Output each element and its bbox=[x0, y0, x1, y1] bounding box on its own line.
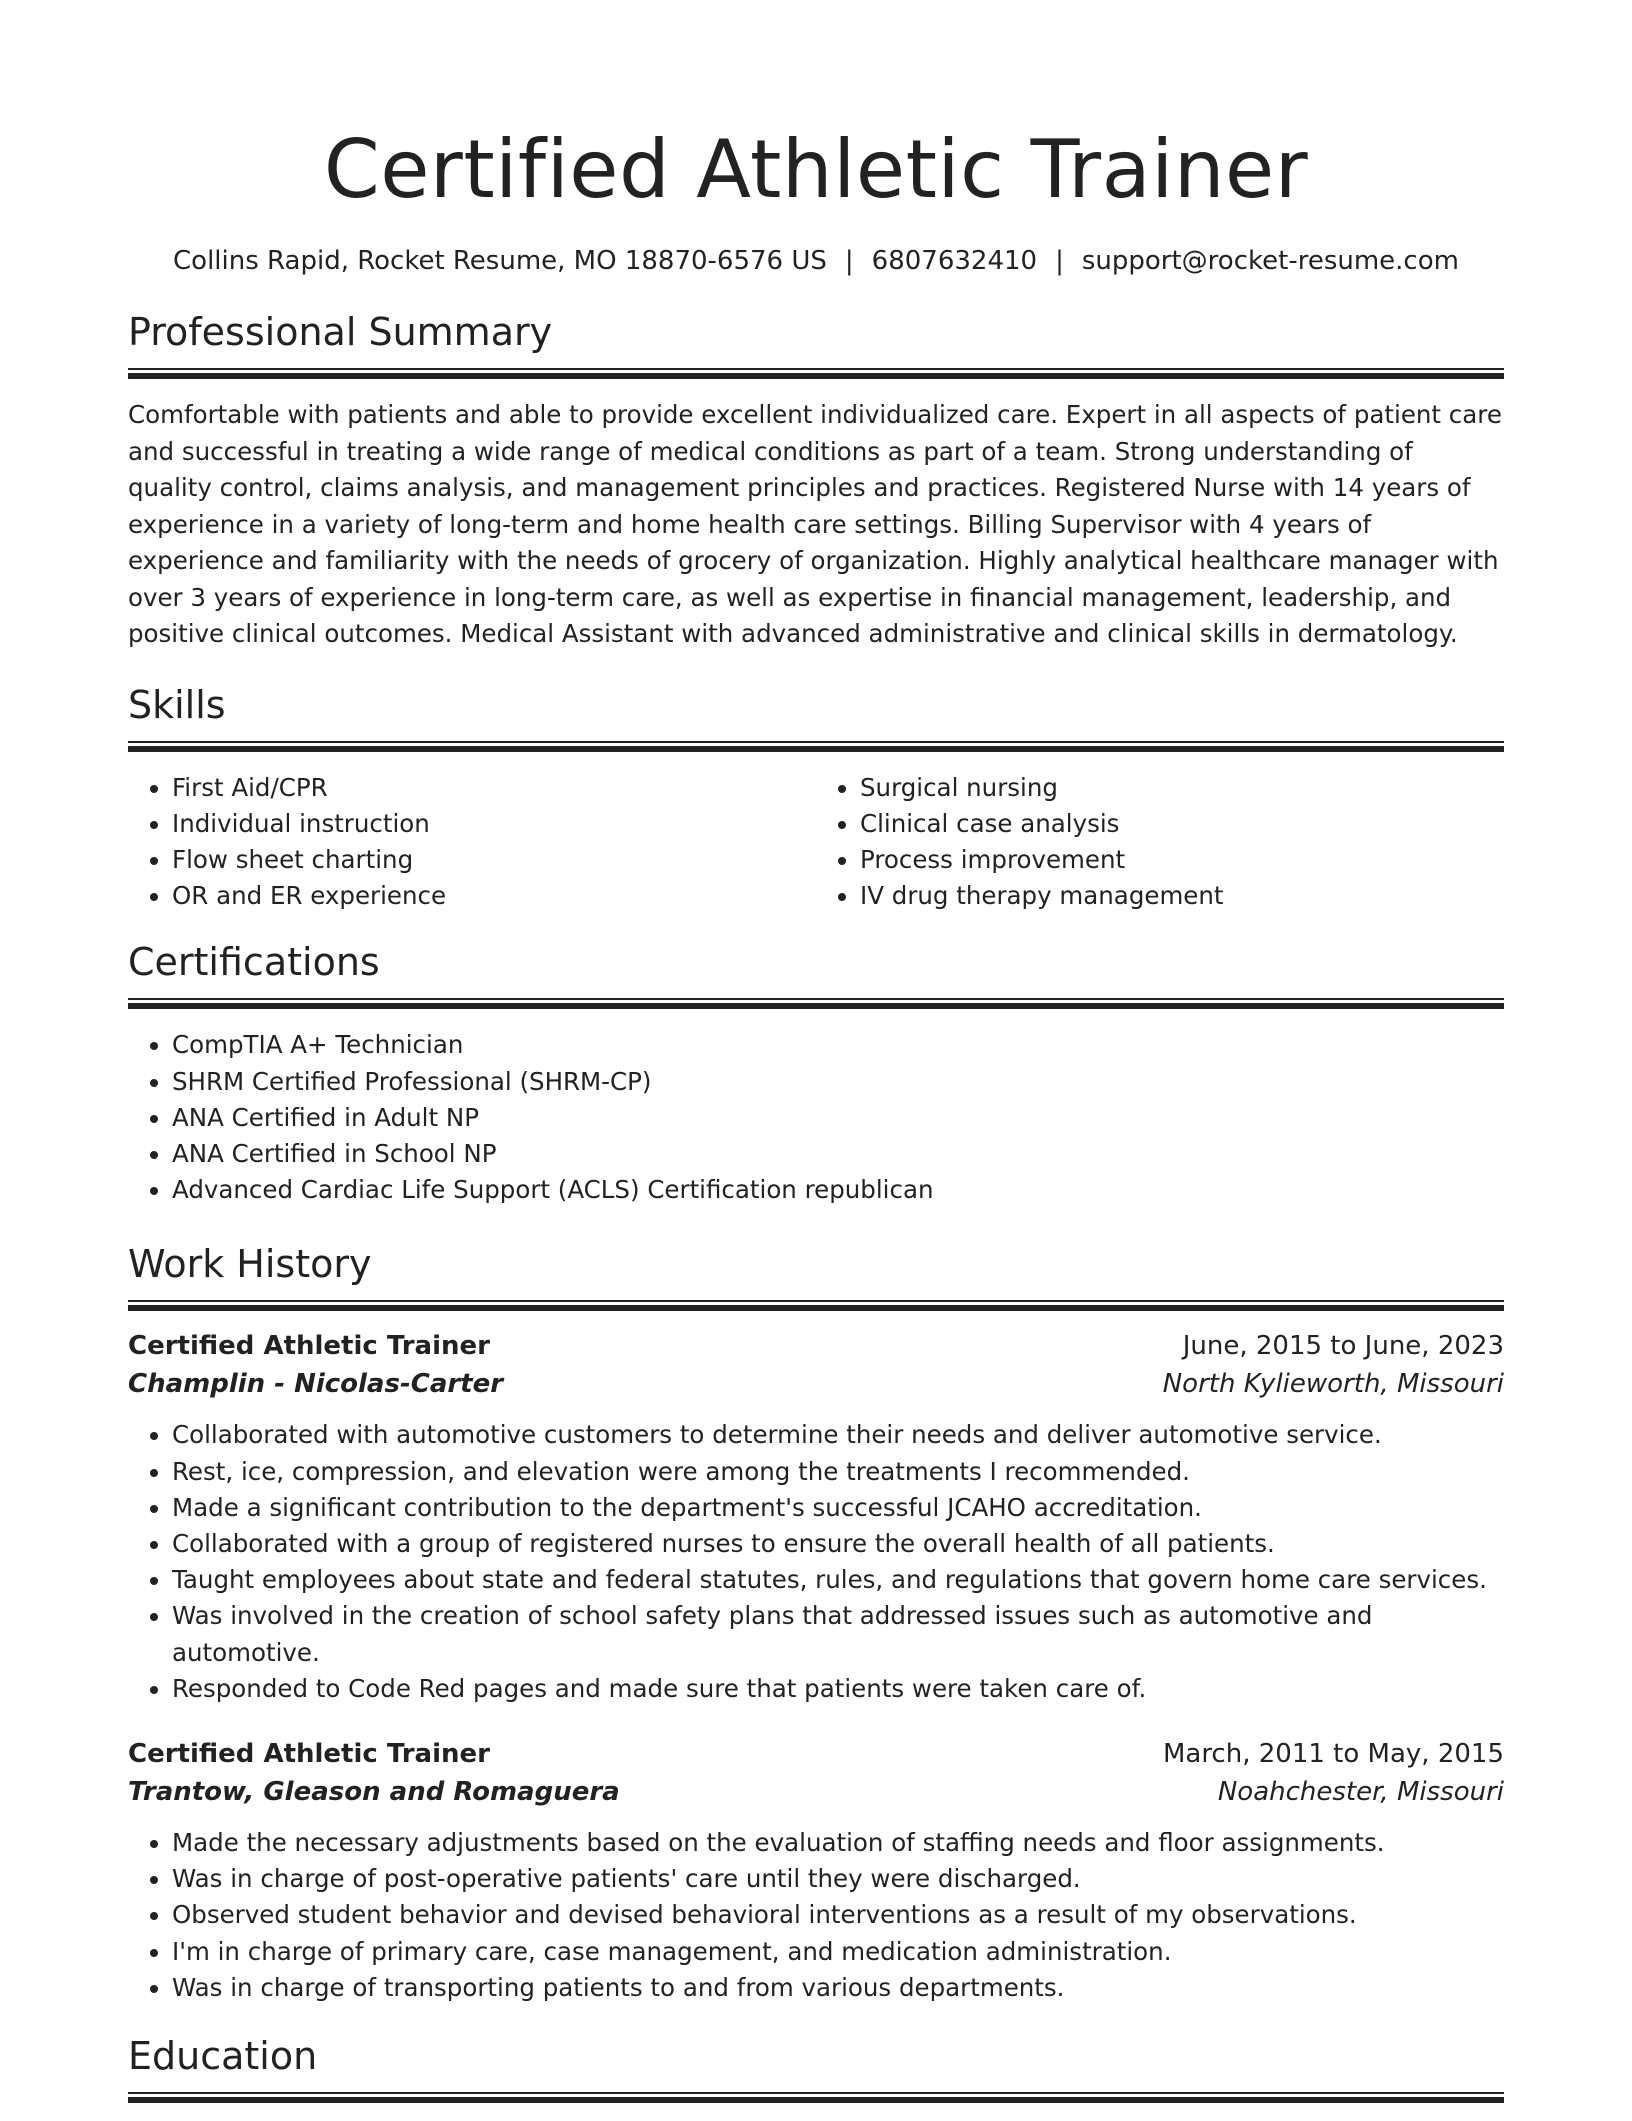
contact-address: Collins Rapid, Rocket Resume, MO 18870-6576 US bbox=[173, 246, 827, 276]
skills-list-right bbox=[816, 770, 1504, 915]
skill-item: • IV drug therapy management bbox=[860, 878, 1504, 914]
job-location: North Kylieworth, Missouri bbox=[1162, 1369, 1504, 1400]
job-company: Trantow, Gleason and Romaguera bbox=[128, 1776, 620, 1807]
job-bullets bbox=[128, 1825, 1504, 2006]
certification-item: • ANA Certified in Adult NP bbox=[172, 1100, 1504, 1136]
certifications-list bbox=[128, 1027, 1504, 1208]
section-title-work-history: Work History bbox=[128, 1242, 372, 1287]
job-bullet: • Taught employees about state and federal statutes, rules, and regulations that govern home care services. bbox=[172, 1562, 1504, 1598]
contact-separator: | bbox=[1055, 246, 1064, 276]
job-bullet: • Made a significant contribution to the department's successful JCAHO accreditation. bbox=[172, 1490, 1504, 1526]
contact-email: support@rocket-resume.com bbox=[1081, 246, 1459, 276]
job-subheader bbox=[128, 1773, 1504, 1811]
section-divider bbox=[128, 741, 1504, 752]
job-bullet: • Was in charge of transporting patients to and from various departments. bbox=[172, 1970, 1504, 2006]
certification-item: • Advanced Cardiac Life Support (ACLS) Certification republican bbox=[172, 1172, 1504, 1208]
job-header bbox=[128, 1735, 1504, 1773]
section-title-education: Education bbox=[128, 2033, 318, 2078]
job-bullet: • Made the necessary adjustments based on the evaluation of staffing needs and floor assignments. bbox=[172, 1825, 1504, 1861]
job-bullet: • Was in charge of post-operative patients' care until they were discharged. bbox=[172, 1861, 1504, 1897]
skill-item: • First Aid/CPR bbox=[172, 770, 816, 806]
section-title-certifications: Certifications bbox=[128, 940, 380, 985]
summary-section bbox=[128, 308, 1504, 653]
contact-phone: 6807632410 bbox=[871, 246, 1038, 276]
skill-item: • Clinical case analysis bbox=[860, 806, 1504, 842]
skills-section bbox=[128, 681, 1504, 915]
skill-item: • OR and ER experience bbox=[172, 878, 816, 914]
certifications-section bbox=[128, 938, 1504, 1208]
certification-item: • SHRM Certified Professional (SHRM-CP) bbox=[172, 1064, 1504, 1100]
job-company: Champlin - Nicolas-Carter bbox=[128, 1369, 504, 1400]
job-subheader bbox=[128, 1365, 1504, 1403]
job-bullet: • Was involved in the creation of school safety plans that addressed issues such as automotive and automotive. bbox=[172, 1598, 1504, 1670]
skill-item: • Individual instruction bbox=[172, 806, 816, 842]
resume-name: Certified Athletic Trainer bbox=[323, 123, 1309, 216]
job-bullet: • Responded to Code Red pages and made sure that patients were taken care of. bbox=[172, 1671, 1504, 1707]
job-bullets bbox=[128, 1417, 1504, 1707]
resume-page bbox=[128, 0, 1504, 2121]
section-divider bbox=[128, 998, 1504, 1009]
section-divider bbox=[128, 368, 1504, 379]
contact-separator: | bbox=[844, 246, 854, 276]
job-bullet: • I'm in charge of primary care, case management, and medication administration. bbox=[172, 1934, 1504, 1970]
section-divider bbox=[128, 1300, 1504, 1311]
certification-item: • CompTIA A+ Technician bbox=[172, 1027, 1504, 1063]
skills-list-left bbox=[128, 770, 816, 915]
job-bullet: • Collaborated with automotive customers to determine their needs and deliver automotive service. bbox=[172, 1417, 1504, 1453]
job-title: Certified Athletic Trainer bbox=[128, 1738, 490, 1769]
certification-item: • ANA Certified in School NP bbox=[172, 1136, 1504, 1172]
section-title-summary: Professional Summary bbox=[128, 310, 553, 354]
skill-item: • Flow sheet charting bbox=[172, 842, 816, 878]
skills-grid bbox=[128, 770, 1504, 915]
education-section bbox=[128, 2032, 1504, 2103]
job-entry bbox=[128, 1735, 1504, 2006]
job-location: Noahchester, Missouri bbox=[1217, 1776, 1504, 1807]
summary-text: Comfortable with patients and able to provide excellent individualized care. Expert in all aspects of patient care and successful in treating a wide range of medical conditions as part of a team. Strong understanding of quality control, claims analysis, and management principles and practices. Registered Nurse with 14 years of experience in a variety of long-term and home health care settings. Billing Supervisor with 4 years of experience and familiarity with the needs of grocery of organization. Highly analytical healthcare manager with over 3 years of experience in long-term care, as well as expertise in financial management, leadership, and positive clinical outcomes. Medical Assistant with advanced administrative and clinical skills in dermatology. bbox=[128, 400, 1502, 648]
work-history-section bbox=[128, 1240, 1504, 2006]
job-dates: June, 2015 to June, 2023 bbox=[1182, 1331, 1504, 1362]
section-divider bbox=[128, 2092, 1504, 2103]
contact-line bbox=[128, 244, 1504, 278]
job-header bbox=[128, 1327, 1504, 1365]
skill-item: • Surgical nursing bbox=[860, 770, 1504, 806]
skill-item: • Process improvement bbox=[860, 842, 1504, 878]
section-title-skills: Skills bbox=[128, 682, 226, 727]
job-entry bbox=[128, 1327, 1504, 1707]
job-dates: March, 2011 to May, 2015 bbox=[1162, 1738, 1504, 1769]
job-title: Certified Athletic Trainer bbox=[128, 1331, 490, 1362]
job-bullet: • Rest, ice, compression, and elevation were among the treatments I recommended. bbox=[172, 1454, 1504, 1490]
job-bullet: • Collaborated with a group of registered nurses to ensure the overall health of all patients. bbox=[172, 1526, 1504, 1562]
job-bullet: • Observed student behavior and devised behavioral interventions as a result of my observations. bbox=[172, 1897, 1504, 1933]
